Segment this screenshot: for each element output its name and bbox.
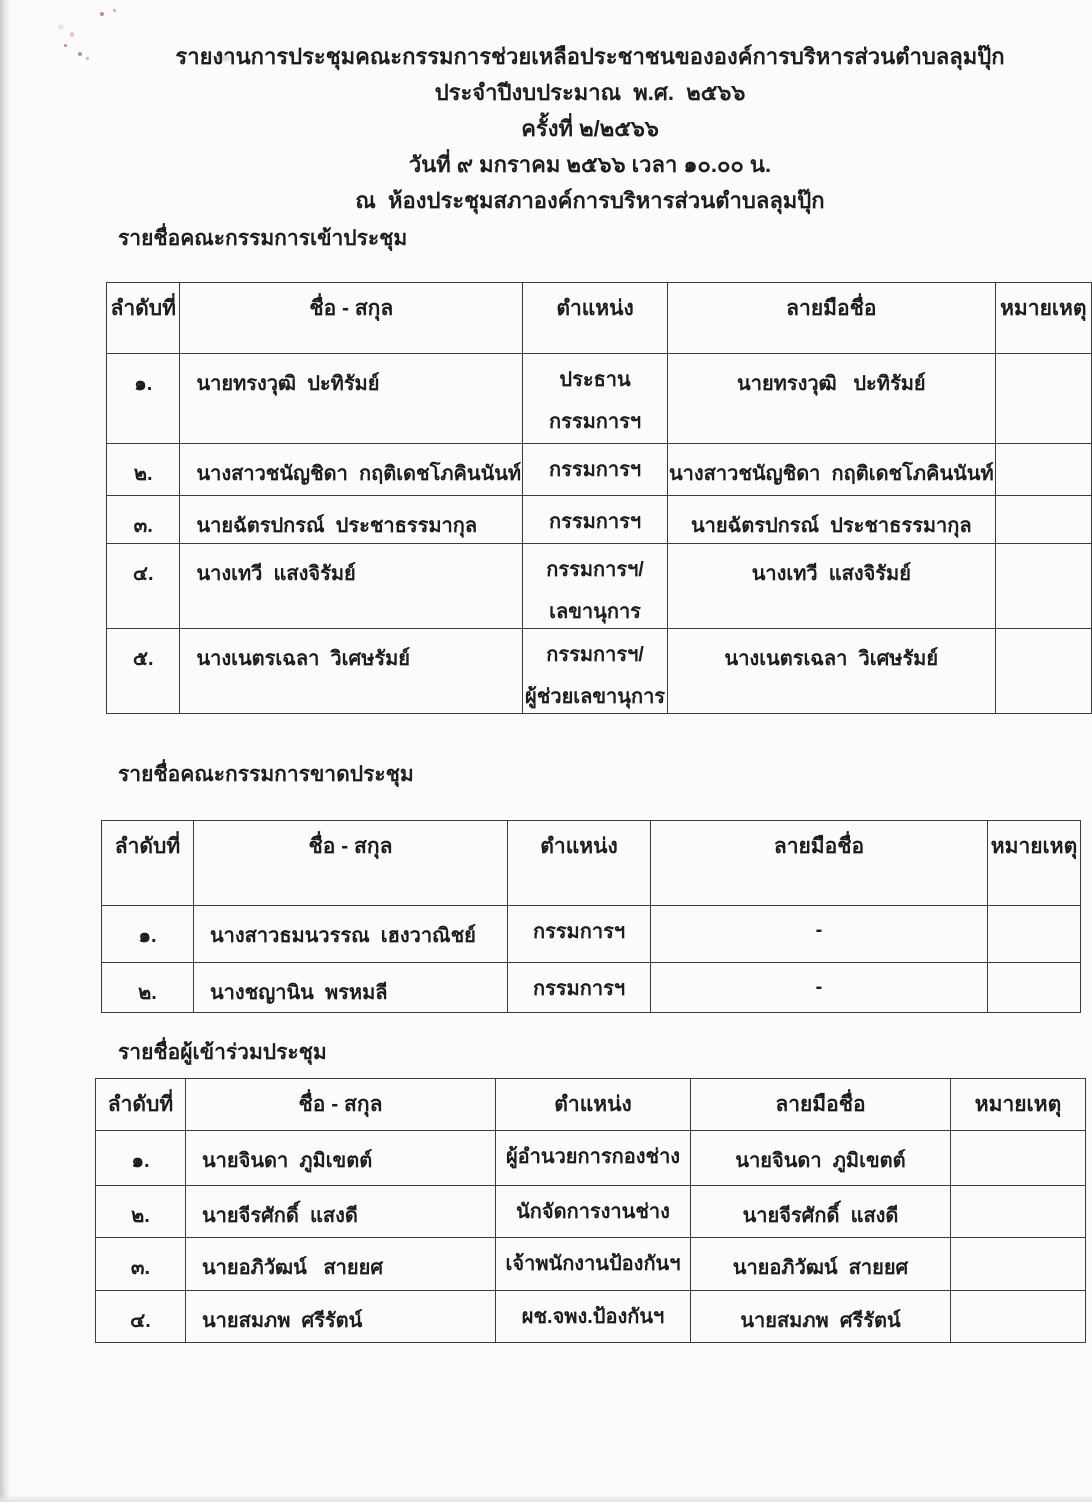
position-line-1: ผช.จพง.ป้องกันฯ (521, 1306, 665, 1328)
name-cell: นายสมภพ ศรีรัตน์ (186, 1291, 496, 1343)
note-cell (995, 544, 1091, 629)
position-cell (523, 544, 668, 629)
table-row (96, 1291, 1086, 1343)
order-cell: ๑. (96, 1131, 186, 1186)
order-cell: ๓. (107, 496, 180, 544)
column-header-signature: ลายมือชื่อ (668, 283, 996, 354)
column-header-note: หมายเหตุ (951, 1079, 1086, 1131)
signature-cell: นางเทวี แสงจิรัมย์ (668, 544, 996, 629)
table-row (96, 1131, 1086, 1186)
attendees-table (106, 282, 1092, 714)
order-cell: ๑. (102, 906, 194, 963)
position-line-1: กรรมการฯ (549, 511, 642, 533)
column-header-name: ชื่อ - สกุล (186, 1079, 496, 1131)
table-row (107, 629, 1092, 714)
table-header-row (107, 283, 1092, 354)
table-row (102, 906, 1081, 963)
name-cell: นายฉัตรปกรณ์ ประชาธรรมากุล (180, 496, 523, 544)
name-cell: นางเนตรเฉลา วิเศษรัมย์ (180, 629, 523, 714)
column-header-order: ลำดับที่ (102, 821, 194, 906)
order-cell: ๕. (107, 629, 180, 714)
name-cell: นางสาวธมนวรรณ เฮงวาณิชย์ (194, 906, 508, 963)
position-line-1: กรรมการฯ (532, 978, 626, 1000)
signature-cell: นางเนตรเฉลา วิเศษรัมย์ (668, 629, 996, 714)
table-row (96, 1238, 1086, 1291)
note-cell (951, 1238, 1086, 1291)
note-cell (951, 1291, 1086, 1343)
column-header-position: ตำแหน่ง (523, 283, 668, 354)
position-cell (496, 1186, 691, 1238)
document-title-line-4: วันที่ ๙ มกราคม ๒๕๖๖ เวลา ๑๐.๐๐ น. (408, 152, 772, 177)
table-row (107, 544, 1092, 629)
column-header-note: หมายเหตุ (995, 283, 1091, 354)
position-cell (496, 1131, 691, 1186)
absent-section-heading: รายชื่อคณะกรรมการขาดประชุม (118, 763, 414, 786)
order-cell: ๔. (107, 544, 180, 629)
document-title-block (70, 42, 1092, 222)
signature-cell: นายทรงวุฒิ ปะทิรัมย์ (668, 354, 996, 444)
signature-cell: - (651, 963, 988, 1013)
attendees-section-heading: รายชื่อคณะกรรมการเข้าประชุม (118, 227, 408, 250)
document-title-line-3: ครั้งที่ ๒/๒๕๖๖ (521, 116, 659, 141)
ink-speck (58, 25, 64, 29)
table-row (96, 1186, 1086, 1238)
document-title-line-2: ประจำปีงบประมาณ พ.ศ. ๒๕๖๖ (434, 80, 746, 105)
signature-cell: นายจีรศักดิ์ แสงดี (691, 1186, 951, 1238)
table-row (102, 963, 1081, 1013)
position-cell (523, 496, 668, 544)
note-cell (951, 1131, 1086, 1186)
position-cell (523, 354, 668, 444)
order-cell: ๒. (96, 1186, 186, 1238)
name-cell: นางเทวี แสงจิรัมย์ (180, 544, 523, 629)
position-line-1: นักจัดการงานช่าง (516, 1201, 670, 1223)
position-line-2: เลขานุการ (549, 601, 641, 623)
signature-cell: นายสมภพ ศรีรัตน์ (691, 1291, 951, 1343)
table-header-row (96, 1079, 1086, 1131)
signature-cell: - (651, 906, 988, 963)
name-cell: นายอภิวัฒน์ สายยศ (186, 1238, 496, 1291)
signature-cell: นายอภิวัฒน์ สายยศ (691, 1238, 951, 1291)
position-cell (523, 629, 668, 714)
note-cell (995, 629, 1091, 714)
column-header-order: ลำดับที่ (107, 283, 180, 354)
name-cell: นางสาวชนัญชิดา กฤติเดชโภคินนันท์ (180, 444, 523, 496)
note-cell (995, 354, 1091, 444)
document-title-line-1: รายงานการประชุมคณะกรรมการช่วยเหลือประชาชนขององค์การบริหารส่วนตำบลลุมปุ๊ก (175, 44, 1005, 69)
order-cell: ๒. (102, 963, 194, 1013)
participants-section-heading: รายชื่อผู้เข้าร่วมประชุม (118, 1041, 327, 1064)
position-cell (508, 906, 651, 963)
document-title-line-5: ณ ห้องประชุมสภาองค์การบริหารส่วนตำบลลุมปุ๊ก (355, 188, 825, 213)
name-cell: นายทรงวุฒิ ปะทิรัมย์ (180, 354, 523, 444)
position-line-1: กรรมการฯ/ (546, 644, 644, 666)
position-cell (523, 444, 668, 496)
order-cell: ๑. (107, 354, 180, 444)
table-row (107, 444, 1092, 496)
note-cell (995, 444, 1091, 496)
signature-cell: นายจินดา ภูมิเขตต์ (691, 1131, 951, 1186)
order-cell: ๓. (96, 1238, 186, 1291)
position-line-1: กรรมการฯ (549, 459, 642, 481)
column-header-position: ตำแหน่ง (508, 821, 651, 906)
position-line-1: เจ้าพนักงานป้องกันฯ (505, 1253, 681, 1275)
table-row (107, 354, 1092, 444)
position-line-1: ประธาน (559, 369, 631, 391)
column-header-signature: ลายมือชื่อ (691, 1079, 951, 1131)
ink-speck (70, 32, 74, 37)
name-cell: นางชญานิน พรหมลี (194, 963, 508, 1013)
ink-speck (113, 9, 116, 12)
position-line-2: ผู้ช่วยเลขานุการ (525, 686, 666, 708)
scan-edge-bottom-artifact (0, 1494, 1092, 1502)
column-header-name: ชื่อ - สกุล (180, 283, 523, 354)
order-cell: ๒. (107, 444, 180, 496)
position-line-2: กรรมการฯ (549, 411, 642, 433)
position-line-1: ผู้อำนวยการกองช่าง (505, 1146, 681, 1168)
column-header-note: หมายเหตุ (988, 821, 1081, 906)
note-cell (995, 496, 1091, 544)
order-cell: ๔. (96, 1291, 186, 1343)
scan-edge-artifact (0, 0, 10, 1502)
position-line-1: กรรมการฯ (532, 921, 626, 943)
table-header-row (102, 821, 1081, 906)
column-header-position: ตำแหน่ง (496, 1079, 691, 1131)
note-cell (988, 963, 1081, 1013)
column-header-order: ลำดับที่ (96, 1079, 186, 1131)
ink-speck (100, 12, 104, 16)
position-cell (508, 963, 651, 1013)
name-cell: นายจีรศักดิ์ แสงดี (186, 1186, 496, 1238)
absent-table (101, 820, 1081, 1013)
note-cell (951, 1186, 1086, 1238)
note-cell (988, 906, 1081, 963)
ink-speck (64, 44, 67, 47)
table-row (107, 496, 1092, 544)
participants-table (95, 1078, 1086, 1343)
position-cell (496, 1238, 691, 1291)
position-cell (496, 1291, 691, 1343)
signature-cell: นางสาวชนัญชิดา กฤติเดชโภคินนันท์ (668, 444, 996, 496)
position-line-1: กรรมการฯ/ (546, 559, 644, 581)
column-header-signature: ลายมือชื่อ (651, 821, 988, 906)
signature-cell: นายฉัตรปกรณ์ ประชาธรรมากุล (668, 496, 996, 544)
name-cell: นายจินดา ภูมิเขตต์ (186, 1131, 496, 1186)
column-header-name: ชื่อ - สกุล (194, 821, 508, 906)
